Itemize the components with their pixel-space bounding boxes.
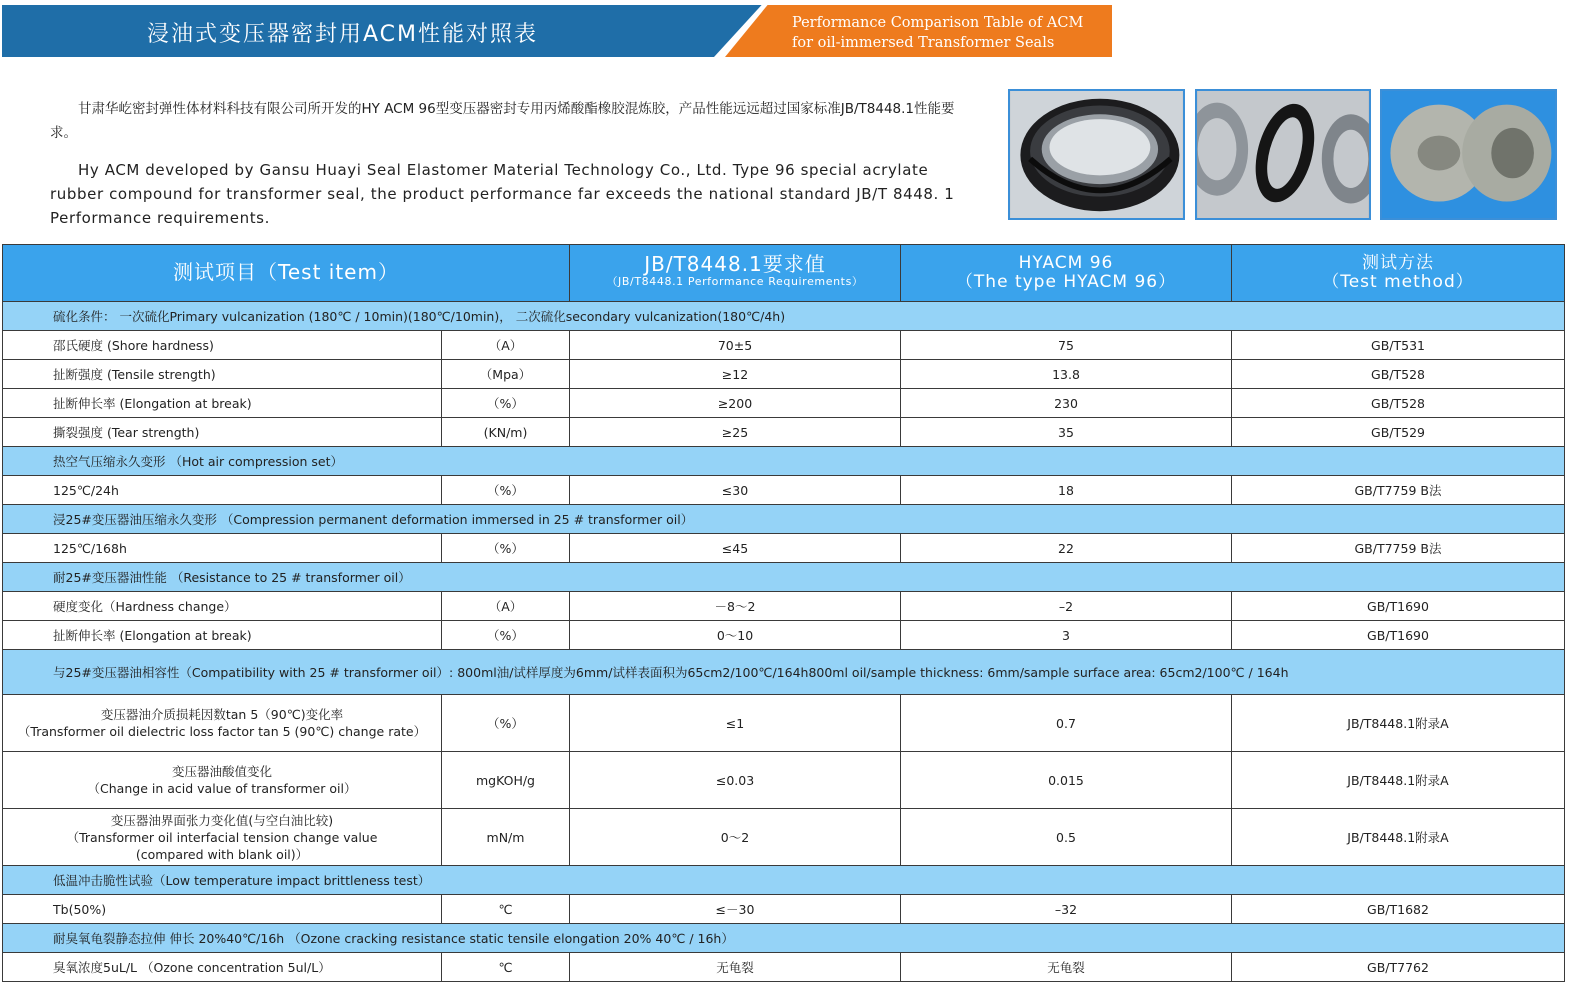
table-row: 变压器油介质损耗因数tan 5（90℃)变化率 （Transformer oil dielectric loss factor tan 5 (90℃) change rate） （%） ≤1 0.7 JB/T8448.1附录A	[3, 695, 1565, 752]
table-row: 硬度变化（Hardness change） （A） －8～2 –2 GB/T1690	[3, 592, 1565, 621]
table-row: 125℃/24h （%） ≤30 18 GB/T7759 B法	[3, 476, 1565, 505]
table-row: 扯断强度 (Tensile strength) （Mpa） ≥12 13.8 GB/T528	[3, 360, 1565, 389]
section-row: 耐臭氧龟裂静态拉伸 伸长 20%40℃/16h （Ozone cracking resistance static tensile elongation 20% 40℃ / 16h）	[3, 924, 1565, 953]
performance-table	[2, 244, 1565, 982]
page-title-en-line2: for oil-immersed Transformer Seals	[792, 35, 1055, 51]
section-row: 与25#变压器油相容性（Compatibility with 25 # transformer oil）: 800ml油/试样厚度为6mm/试样表面积为65cm2/100℃/164h800ml oil/sample thickness: 6mm/sample surface area: 65cm2/100℃ / 164h	[3, 650, 1565, 695]
page-title-cn: 浸油式变压器密封用ACM性能对照表	[147, 22, 539, 47]
header-hyacm96: HYACM 96 （The type HYACM 96）	[901, 245, 1232, 302]
page-title-en-line1: Performance Comparison Table of ACM	[792, 15, 1084, 31]
section-row: 低温冲击脆性试验（Low temperature impact brittleness test）	[3, 866, 1565, 895]
section-row: 硫化条件： 一次硫化Primary vulcanization (180℃ / 10min)(180℃/10min)， 二次硫化secondary vulcanization(180℃/4h)	[3, 302, 1565, 331]
table-row: 扯断伸长率 (Elongation at break) （%） ≥200 230 GB/T528	[3, 389, 1565, 418]
table-row: 125℃/168h （%） ≤45 22 GB/T7759 B法	[3, 534, 1565, 563]
header-banner	[2, 5, 1112, 57]
table-row: 臭氧浓度5uL/L （Ozone concentration 5ul/L） ℃ 无龟裂 无龟裂 GB/T7762	[3, 953, 1565, 982]
grey-rings-image	[1382, 91, 1555, 218]
table-row: 变压器油界面张力变化值(与空白油比较) （Transformer oil interfacial tension change value (compared with blank oil)） mN/m 0～2 0.5 JB/T8448.1附录A	[3, 809, 1565, 866]
header-test-method: 测试方法 （Test method）	[1232, 245, 1565, 302]
product-photo-grey-rings	[1380, 89, 1557, 220]
table-row: 变压器油酸值变化 （Change in acid value of transformer oil） mgKOH/g ≤0.03 0.015 JB/T8448.1附录A	[3, 752, 1565, 809]
table-header-row	[3, 245, 1565, 302]
product-photo-oil-seal	[1008, 89, 1185, 220]
header-requirement: JB/T8448.1要求值 （JB/T8448.1 Performance Requirements）	[570, 245, 901, 302]
section-row: 浸25#变压器油压缩永久变形 （Compression permanent deformation immersed in 25 # transformer oil）	[3, 505, 1565, 534]
table-row: Tb(50%) ℃ ≤－30 –32 GB/T1682	[3, 895, 1565, 924]
header-test-item: 测试项目（Test item）	[3, 245, 570, 302]
table-row: 扯断伸长率 (Elongation at break) （%） 0～10 3 GB/T1690	[3, 621, 1565, 650]
section-row: 热空气压缩永久变形 （Hot air compression set）	[3, 447, 1565, 476]
table-row: 撕裂强度 (Tear strength) (KN/m) ≥25 35 GB/T529	[3, 418, 1565, 447]
intro-paragraph-cn: 甘肃华屹密封弹性体材料科技有限公司所开发的HY ACM 96型变压器密封专用丙烯酸酯橡胶混炼胶，产品性能远远超过国家标准JB/T8448.1性能要求。	[50, 101, 955, 141]
product-photo-seal-rings	[1195, 89, 1371, 220]
intro-paragraph-en: Hy ACM developed by Gansu Huayi Seal Elastomer Material Technology Co., Ltd. Type 96 special acrylate rubber compound for transformer seal, the product performance far exceeds the national standard JB/T 8448. 1 Performance requirements.	[50, 161, 955, 227]
seal-rings-image	[1197, 91, 1369, 218]
table-row: 邵氏硬度 (Shore hardness) （A） 70±5 75 GB/T531	[3, 331, 1565, 360]
section-row: 耐25#变压器油性能 （Resistance to 25 # transformer oil）	[3, 563, 1565, 592]
page-title-en	[792, 13, 1083, 53]
oil-seal-image	[1010, 91, 1183, 218]
